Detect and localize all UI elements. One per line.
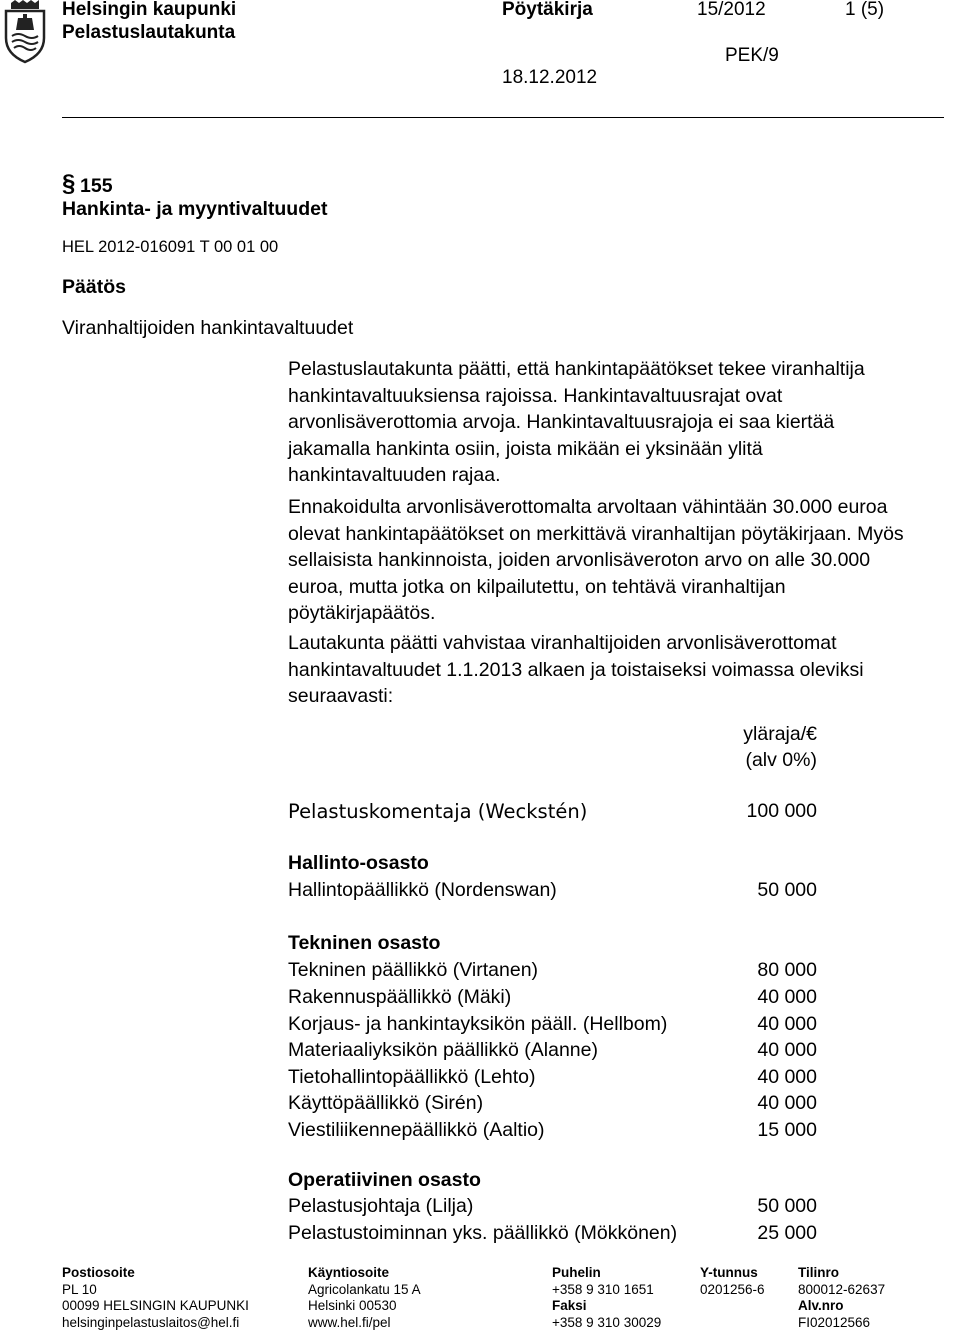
footer-line: 00099 HELSINGIN KAUPUNKI bbox=[62, 1298, 249, 1314]
authority-row-label: Materiaaliyksikön päällikkö (Alanne) bbox=[288, 1039, 598, 1061]
header-divider bbox=[62, 117, 944, 118]
reference-code: PEK/9 bbox=[725, 45, 779, 66]
paragraph-line: hankintavaltuuden rajaa. bbox=[288, 464, 501, 487]
paragraph-1 bbox=[288, 356, 938, 489]
footer-heading: Faksi bbox=[552, 1298, 587, 1314]
decision-heading: Päätös bbox=[62, 276, 126, 298]
footer-phone bbox=[552, 1265, 661, 1331]
paragraph-line: sellaisista hankinnoista, joiden arvonlisäveroton arvo on alle 30.000 bbox=[288, 549, 871, 572]
authority-row-label: Rakennuspäällikkö (Mäki) bbox=[288, 986, 512, 1008]
authority-row-value: 40 000 bbox=[757, 1066, 817, 1088]
authority-row-value: 40 000 bbox=[757, 1039, 817, 1061]
helsinki-crest-logo bbox=[2, 0, 48, 64]
footer-line: Helsinki 00530 bbox=[308, 1298, 397, 1314]
commander-label: Pelastuskomentaja (Weckstén) bbox=[288, 800, 588, 823]
footer-heading: Postiosoite bbox=[62, 1265, 135, 1280]
footer-heading: Puhelin bbox=[552, 1265, 601, 1280]
footer-heading: Tilinro bbox=[798, 1265, 840, 1280]
footer-email-link[interactable]: helsinginpelastuslaitos@hel.fi bbox=[62, 1314, 240, 1330]
group-title: Hallinto-osasto bbox=[288, 852, 429, 874]
paragraph-line: arvonlisäverottomia arvoja. Hankintavaltuusrajoja ei saa kiertää bbox=[288, 411, 835, 434]
paragraph-line: Ennakoidulta arvonlisäverottomalta arvoltaan vähintään 30.000 euroa bbox=[288, 496, 888, 518]
commander-value: 100 000 bbox=[746, 800, 817, 822]
org-name: Helsingin kaupunki bbox=[62, 0, 237, 20]
footer-heading: Käyntiosoite bbox=[308, 1265, 390, 1280]
authority-row-label: Käyttöpäällikkö (Sirén) bbox=[288, 1092, 484, 1114]
paragraph-line: seuraavasti: bbox=[288, 685, 394, 708]
paragraph-line: Pelastuslautakunta päätti, että hankintapäätökset tekee viranhaltija bbox=[288, 358, 865, 380]
authority-row-value: 40 000 bbox=[757, 1013, 817, 1035]
authority-row-label: Pelastusjohtaja (Lilja) bbox=[288, 1195, 474, 1217]
paragraph-line: euroa, mutta jotka on kilpailutettu, on tehtävä viranhaltijan bbox=[288, 575, 786, 598]
footer-line: 0201256-6 bbox=[700, 1281, 765, 1297]
paragraph-line: pöytäkirjapäätös. bbox=[288, 602, 436, 625]
group-title: Operatiivinen osasto bbox=[288, 1169, 481, 1191]
authority-row-value: 25 000 bbox=[757, 1222, 817, 1244]
footer-line: PL 10 bbox=[62, 1281, 97, 1297]
section-title: Hankinta- ja myyntivaltuudet bbox=[62, 198, 328, 220]
footer-heading: Y-tunnus bbox=[700, 1265, 758, 1280]
footer-visiting-address bbox=[308, 1265, 421, 1331]
authority-row-value: 50 000 bbox=[757, 879, 817, 901]
footer-heading: Alv.nro bbox=[798, 1298, 844, 1314]
decision-subheading: Viranhaltijoiden hankintavaltuudet bbox=[62, 317, 354, 339]
paragraph-3 bbox=[288, 630, 938, 710]
issue-number: 15/2012 bbox=[697, 0, 766, 20]
paragraph-2 bbox=[288, 494, 938, 627]
section-number: 155 bbox=[80, 175, 113, 197]
paragraph-line: olevat hankintapäätökset on merkittävä viranhaltijan pöytäkirjaan. Myös bbox=[288, 522, 904, 545]
footer-postal-address bbox=[62, 1265, 249, 1331]
paragraph-line: hankintavaltuudet 1.1.2013 alkaen ja toistaiseksi voimassa oleviksi bbox=[288, 658, 864, 681]
footer-line: +358 9 310 1651 bbox=[552, 1281, 654, 1297]
case-id: HEL 2012-016091 T 00 01 00 bbox=[62, 238, 279, 256]
group-title: Tekninen osasto bbox=[288, 932, 441, 954]
authority-row-value: 15 000 bbox=[757, 1119, 817, 1141]
meeting-date: 18.12.2012 bbox=[502, 67, 598, 88]
authority-row-label: Hallintopäällikkö (Nordenswan) bbox=[288, 879, 557, 901]
authority-row-value: 40 000 bbox=[757, 1092, 817, 1114]
authority-row-label: Pelastustoiminnan yks. päällikkö (Mökkönen) bbox=[288, 1222, 678, 1244]
authority-row-value: 80 000 bbox=[757, 959, 817, 981]
authority-row-label: Tietohallintopäällikkö (Lehto) bbox=[288, 1066, 536, 1088]
paragraph-line: jakamalla hankinta osiin, joista mikään ei yksinään ylitä bbox=[288, 437, 763, 460]
column-header-limit: yläraja/€ bbox=[743, 723, 817, 745]
doc-type: Pöytäkirja bbox=[502, 0, 593, 20]
authority-row-label: Viestiliikennepäällikkö (Aaltio) bbox=[288, 1119, 545, 1141]
footer-website-link[interactable]: www.hel.fi/pel bbox=[308, 1314, 391, 1330]
paragraph-line: Lautakunta päätti vahvistaa viranhaltijoiden arvonlisäverottomat bbox=[288, 632, 837, 654]
authority-row-label: Korjaus- ja hankintayksikön pääll. (Hellbom) bbox=[288, 1013, 668, 1035]
authority-row-value: 40 000 bbox=[757, 986, 817, 1008]
footer-line: FI02012566 bbox=[798, 1314, 871, 1330]
section-mark: § bbox=[62, 170, 76, 197]
footer-line: Agricolankatu 15 A bbox=[308, 1281, 421, 1297]
dept-name: Pelastuslautakunta bbox=[62, 22, 236, 43]
footer-account bbox=[798, 1265, 885, 1331]
page-number: 1 (5) bbox=[845, 0, 885, 20]
footer-line: +358 9 310 30029 bbox=[552, 1314, 662, 1330]
authority-row-value: 50 000 bbox=[757, 1195, 817, 1217]
footer-business-id bbox=[700, 1265, 765, 1298]
column-header-vat: (alv 0%) bbox=[745, 749, 817, 771]
footer-line: 800012-62637 bbox=[798, 1281, 886, 1297]
authority-row-label: Tekninen päällikkö (Virtanen) bbox=[288, 959, 539, 981]
paragraph-line: hankintavaltuuksiensa rajoissa. Hankintavaltuusrajat ovat bbox=[288, 384, 783, 407]
